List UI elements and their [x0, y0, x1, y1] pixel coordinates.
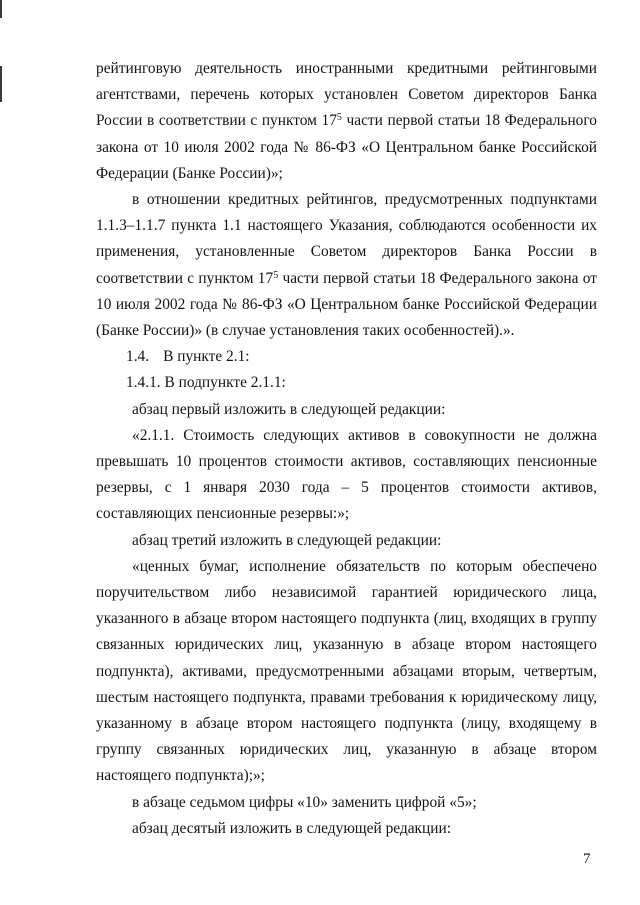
paragraph-text: в отношении кредитных рейтингов, предусмотренных подпунктами 1.1.3–1.1.7 пункта 1.1 настоящего Указания, соблюдаются особенности их применения, установленные Советом директоров Банка России в соответствии с пунктом 17: [96, 191, 597, 287]
superscript: 5: [336, 112, 342, 124]
paragraph-credit-ratings: [96, 187, 597, 344]
scan-margin-mark-top: [0, 0, 2, 18]
superscript: 5: [273, 269, 279, 281]
document-body: [96, 56, 597, 842]
paragraph-quote-2-1-1: «2.1.1. Стоимость следующих активов в совокупности не должна превышать 10 процентов стоимости активов, составляющих пенсионные резервы, с 1 января 2030 года – 5 процентов стоимости активов, составляющих пенсионные резервы:»;: [96, 426, 597, 523]
paragraph-text: части первой статьи 18 Федерального закона от 10 июля 2002 года № 86-ФЗ «О Центральном банке Российской Федерации (Банке России)» (в случае установления таких особенностей).».: [96, 269, 597, 340]
section-number: 1.4.: [126, 348, 150, 366]
paragraph-instruction-first: абзац первый изложить в следующей редакции:: [132, 400, 446, 418]
paragraph-quote-securities: «ценных бумаг, исполнение обязательств по которым обеспечено поручительством либо независимой гарантией юридического лица, указанного в абзаце втором настоящего подпункта (лиц, входящих в группу связанных юридических лиц, указанную в абзаце втором настоящего подпункта), активами, предусмотренными абзацами вторым, четвертым, шестым настоящего подпункта, правами требования к юридическому лицу, указанному в абзаце втором настоящего подпункта (лицу, входящему в группу связанных юридических лиц, указанную в абзаце втором настоящего подпункта);»;: [96, 557, 597, 785]
scan-margin-mark-middle: [0, 66, 2, 102]
paragraph-instruction-seventh: в абзаце седьмом цифры «10» заменить цифрой «5»;: [132, 793, 477, 811]
page-number: 7: [583, 851, 591, 867]
paragraph-section-1-4: [96, 344, 597, 370]
paragraph-instruction-third: абзац третий изложить в следующей редакции:: [132, 531, 442, 549]
paragraph-instruction-tenth: абзац десятый изложить в следующей редакции:: [132, 819, 452, 837]
paragraph-section-1-4-1: 1.4.1. В подпункте 2.1.1:: [126, 374, 286, 392]
paragraph-text: рейтинговую деятельность иностранными кредитными рейтинговыми агентствами, перечень которых установлен Советом директоров Банка России в соответствии с пунктом 17: [96, 60, 597, 130]
paragraph-text: части первой статьи 18 Федерального закона от 10 июля 2002 года № 86-ФЗ «О Центральном банке Российской Федерации (Банке России)»;: [96, 112, 597, 182]
paragraph-rating-activity: [96, 56, 597, 187]
section-heading: В пункте 2.1:: [163, 348, 250, 366]
